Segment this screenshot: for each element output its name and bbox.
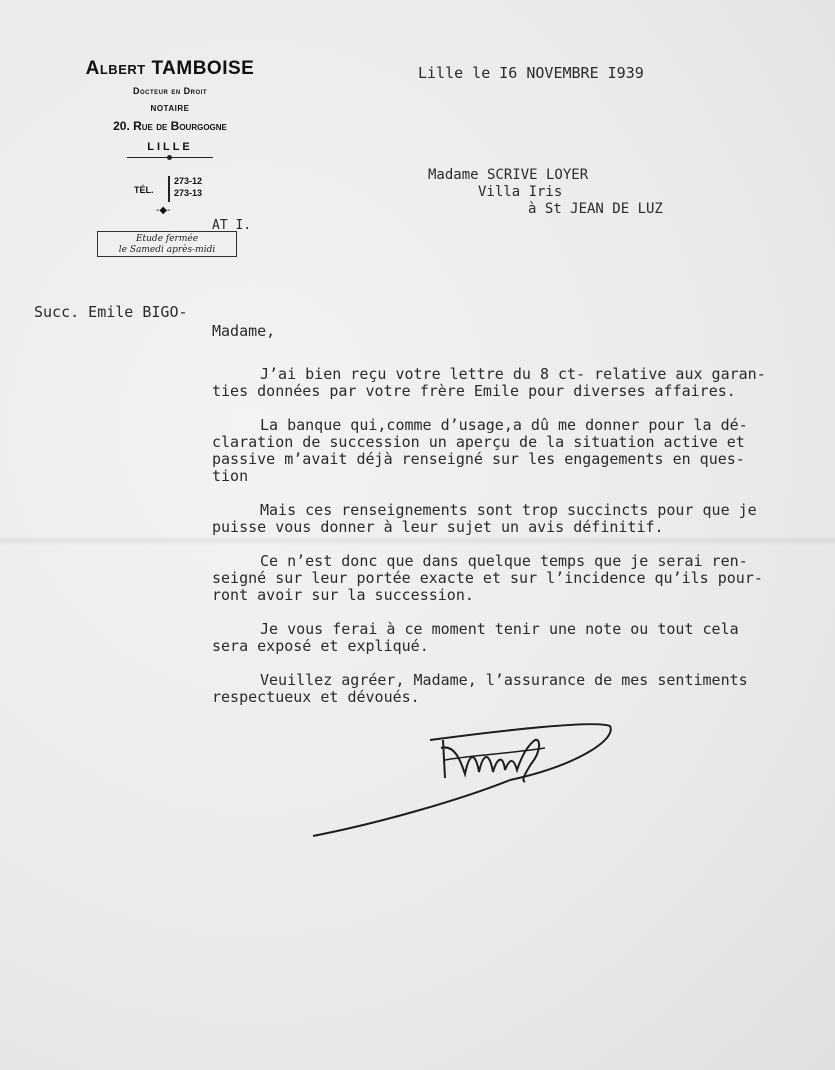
notary-title: NOTAIRE xyxy=(150,104,190,113)
paragraph: Ce n’est donc que dans quelque temps que je serai ren- seigné sur leur portée exacte et sur l’incidence qu’ils pour- ront avoir sur la succession. xyxy=(212,552,763,604)
paragraph: J’ai bien reçu votre lettre du 8 ct- relative aux garan- ties données par votre frère Emile pour diverses affaires. xyxy=(212,365,766,400)
telephone-block xyxy=(134,176,214,204)
reference-code: AT I. xyxy=(212,218,252,233)
handwritten-signature xyxy=(305,718,625,848)
notary-address: 20. Rue de Bourgogne xyxy=(113,119,227,133)
letter-date: Lille le I6 NOVEMBRE I939 xyxy=(418,64,644,82)
salutation: Madame, xyxy=(212,322,276,340)
telephone-number-2: 273-13 xyxy=(174,188,203,198)
telephone-bracket xyxy=(168,176,172,202)
notary-degree: Docteur en Droit xyxy=(133,86,207,96)
letter-body xyxy=(212,366,822,723)
office-hours-notice xyxy=(97,231,237,257)
notice-line-2: le Samedi après-midi xyxy=(118,245,216,255)
paragraph: La banque qui,comme d’usage,a dû me donner pour la dé- claration de succession un aperçu de la situation active et passive m’avait déjà renseigné sur les engagements en ques- tion xyxy=(212,416,748,485)
subject-line: Succ. Emile BIGO- xyxy=(34,303,188,321)
paragraph: Veuillez agréer, Madame, l’assurance de mes sentiments respectueux et dévoués. xyxy=(212,671,748,706)
notice-line-1: Etude fermée xyxy=(135,234,199,244)
paragraph: Mais ces renseignements sont trop succincts pour que je puisse vous donner à leur sujet un avis définitif. xyxy=(212,501,757,536)
paragraph: Je vous ferai à ce moment tenir une note ou tout cela sera exposé et expliqué. xyxy=(212,620,739,655)
notary-city: LILLE xyxy=(147,141,193,153)
telephone-number-1: 273-12 xyxy=(174,176,203,186)
notary-name: Albert TAMBOISE xyxy=(85,58,255,79)
recipient-name: Madame SCRIVE LOYER xyxy=(428,167,589,183)
recipient-city: à St JEAN DE LUZ xyxy=(528,201,663,217)
letterhead xyxy=(60,58,280,216)
letterhead-divider xyxy=(127,157,213,158)
recipient-address-line: Villa Iris xyxy=(478,184,563,200)
ornament-icon: -◆- xyxy=(156,205,171,216)
telephone-label: TÉL. xyxy=(134,185,154,195)
